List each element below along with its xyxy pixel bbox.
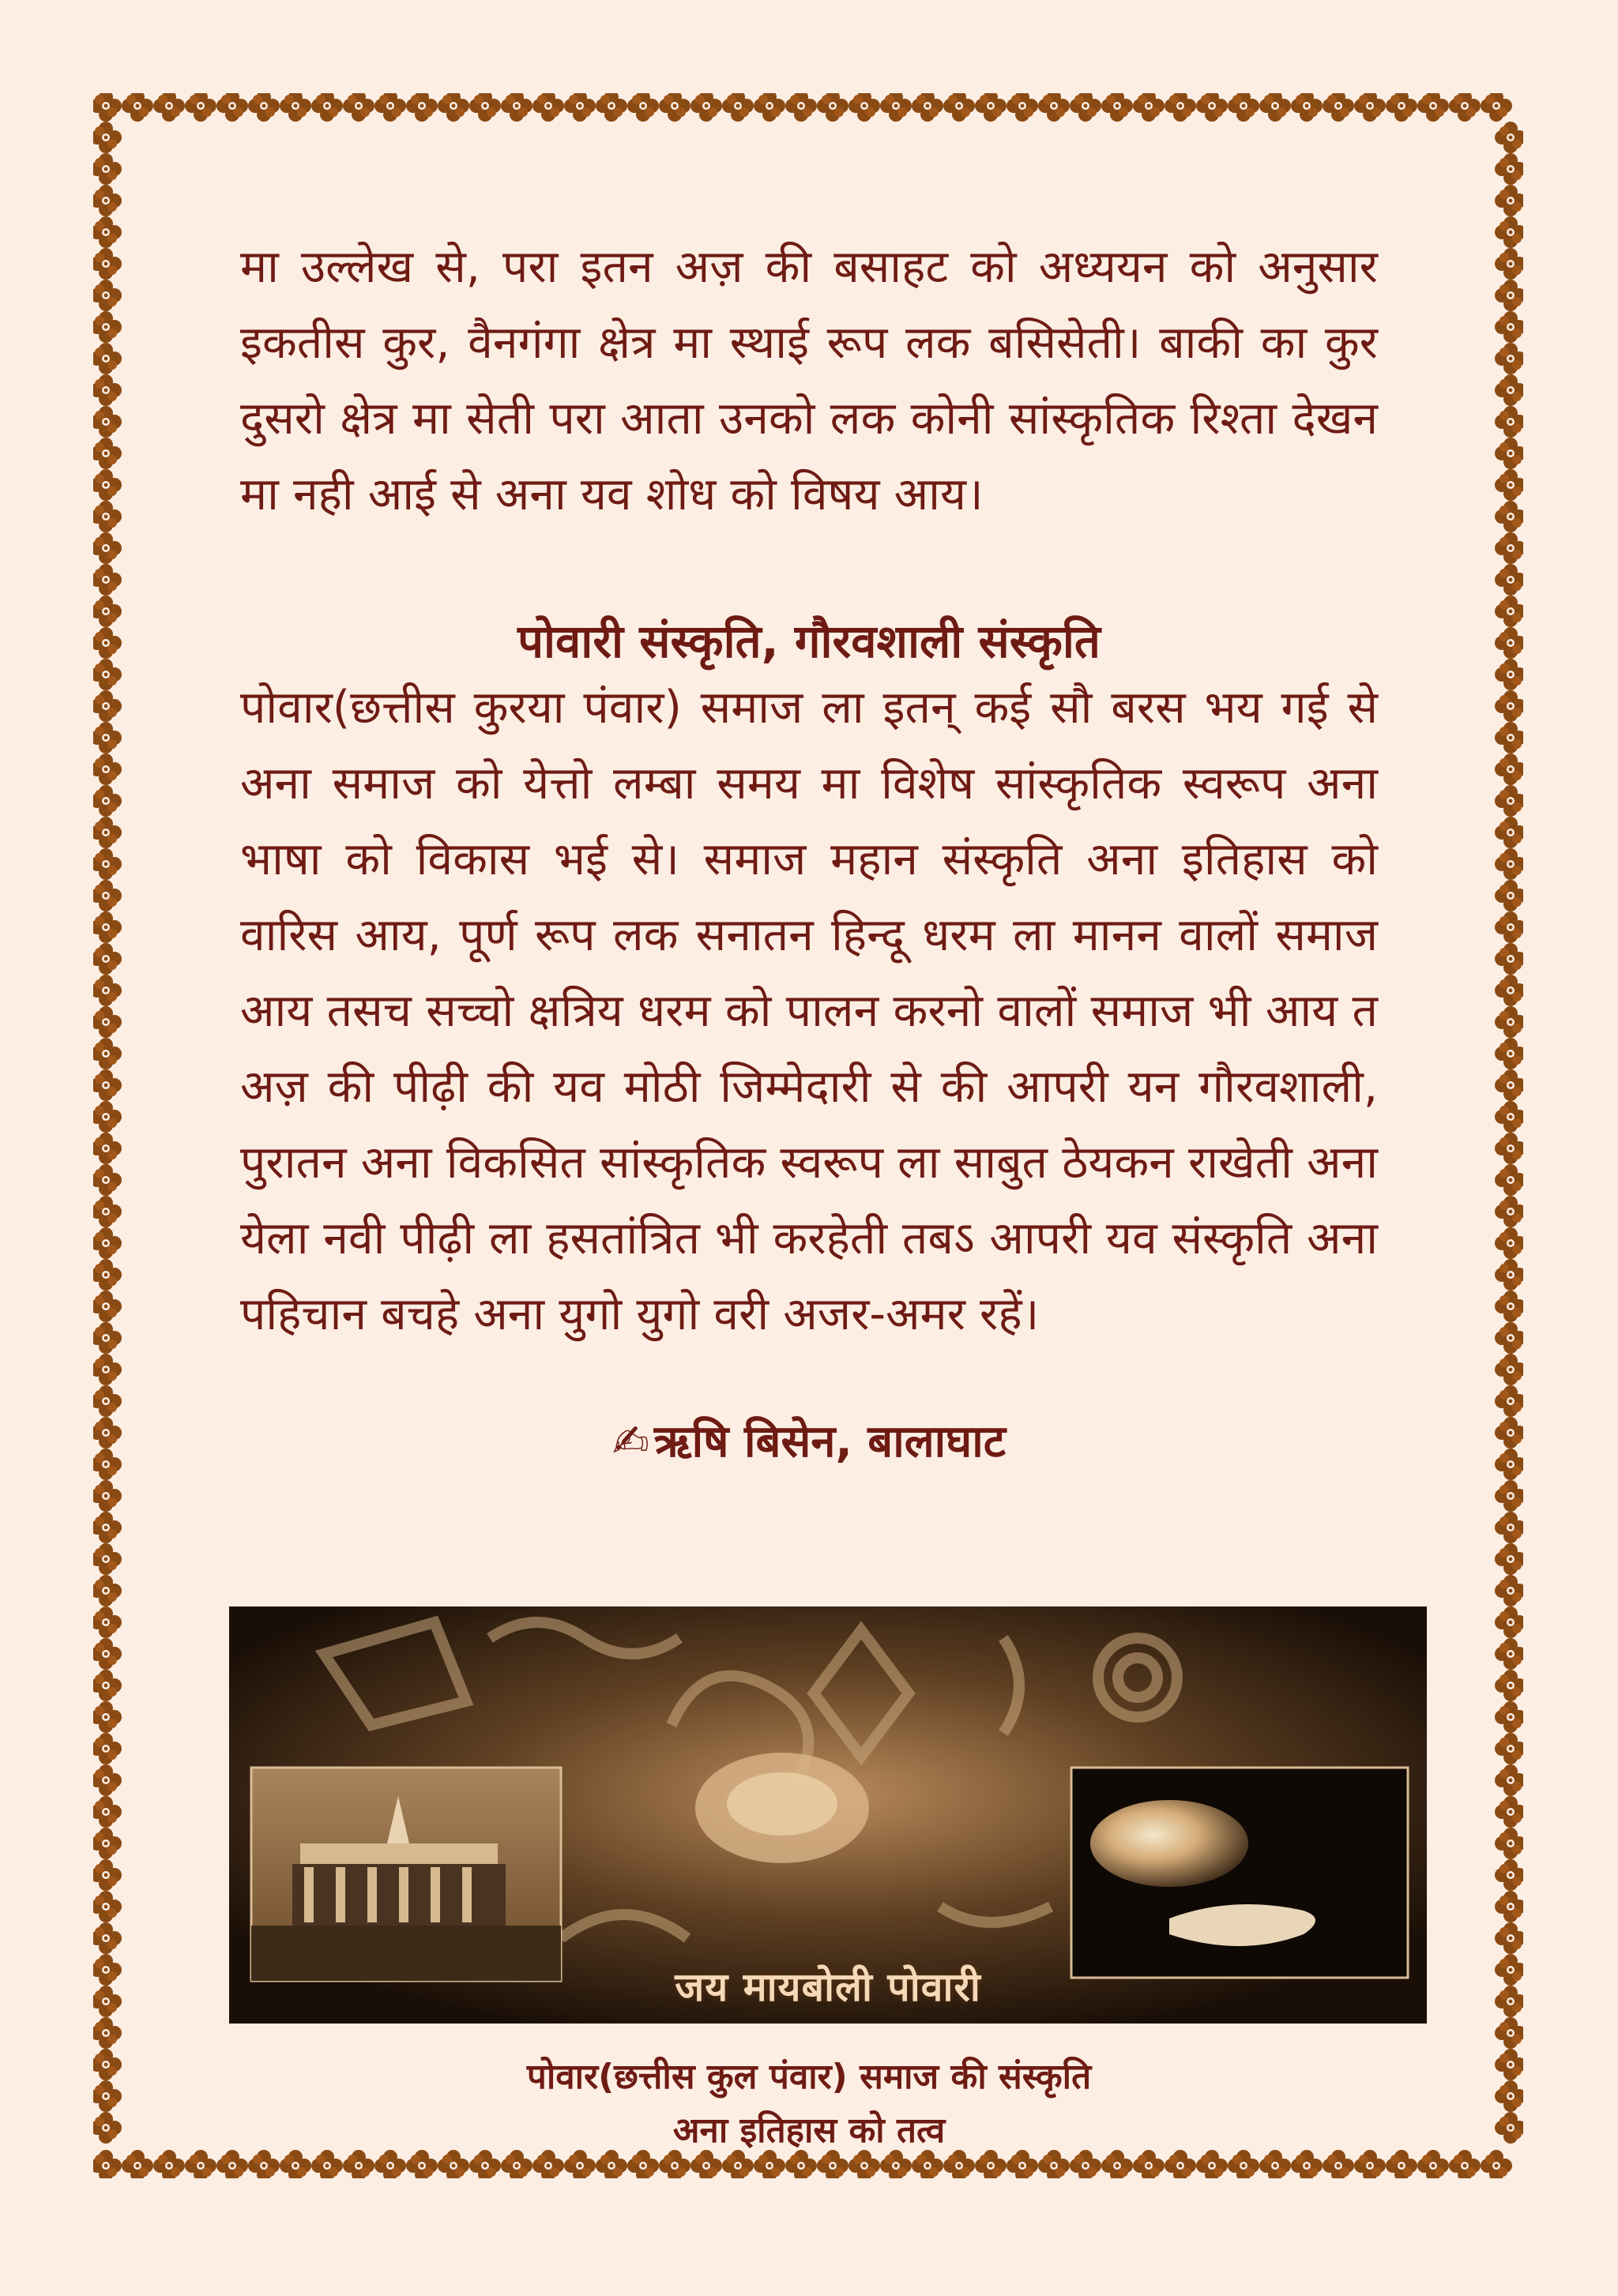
border-flower-icon: [93, 880, 122, 911]
border-flower-icon: [374, 93, 406, 122]
border-flower-icon: [93, 1922, 122, 1954]
border-flower-icon: [93, 1543, 122, 1575]
border-flower-icon: [93, 1638, 122, 1670]
border-flower-icon: [1495, 2112, 1523, 2144]
border-flower-icon: [1417, 2150, 1449, 2178]
border-flower-icon: [1101, 93, 1133, 122]
border-flower-icon: [1495, 848, 1523, 880]
border-flower-icon: [1495, 1322, 1523, 1354]
border-flower-icon: [93, 93, 122, 122]
border-flower-icon: [1495, 1986, 1523, 2017]
border-flower-icon: [1495, 722, 1523, 753]
author-signature: [240, 1411, 1378, 1474]
culture-photo: [229, 1606, 1427, 2024]
border-flower-icon: [1386, 93, 1417, 122]
border-flower-icon: [185, 2150, 216, 2178]
paragraph-1: मा उल्लेख से, परा इतन अज़ की बसाहट को अध्ययन को अनुसार इकतीस कुर, वैनगंगा क्षेत्र मा स्थाई रूप लक बसिसेती। बाकी का कुर दुसरो क्षेत्र मा सेती परा आता उनको लक कोनी सांस्कृतिक रिश्ता देखन मा नही आई से अना यव शोध को विषय आय।: [240, 241, 1378, 520]
border-flower-icon: [1495, 1164, 1523, 1196]
border-flower-icon: [1495, 1417, 1523, 1449]
border-flower-icon: [1495, 1764, 1523, 1796]
border-flower-icon: [1291, 93, 1323, 122]
border-flower-icon: [1417, 93, 1449, 122]
border-flower-icon: [93, 343, 122, 374]
border-flower-icon: [185, 93, 216, 122]
border-flower-icon: [1495, 1227, 1523, 1259]
border-flower-icon: [93, 1859, 122, 1891]
caption-line-2: अना इतिहास को तत्व: [672, 2110, 946, 2151]
border-flower-icon: [93, 1954, 122, 1986]
border-flower-icon: [93, 311, 122, 343]
border-flower-icon: [1495, 501, 1523, 532]
border-flower-icon: [1495, 1196, 1523, 1227]
border-flower-icon: [93, 943, 122, 975]
border-flower-icon: [93, 1733, 122, 1764]
pen-icon: ✍: [611, 1416, 649, 1467]
border-flower-icon: [93, 501, 122, 532]
border-flower-icon: [93, 122, 122, 153]
border-flower-icon: [1070, 93, 1101, 122]
border-flower-icon: [93, 1606, 122, 1638]
border-flower-icon: [1495, 1606, 1523, 1638]
border-flower-icon: [1323, 93, 1354, 122]
border-flower-icon: [1495, 1385, 1523, 1417]
border-flower-icon: [93, 1701, 122, 1733]
border-flower-icon: [1495, 374, 1523, 406]
border-flower-icon: [93, 1069, 122, 1101]
paragraph-2: पोवार(छत्तीस कुरया पंवार) समाज ला इतन् कई सौ बरस भय गई से अना समाज को येत्तो लम्बा समय मा विशेष सांस्कृतिक स्वरूप अना भाषा को विकास भई से। समाज महान संस्कृति अना इतिहास को वारिस आय, पूर्ण रूप लक सनातन हिन्दू धरम ला मानन वालों समाज आय तसच सच्चो क्षत्रिय धरम को पालन करनो वालों समाज भी आय त अज़ की पीढ़ी की यव मोठी जिम्मेदारी से की आपरी यन गौरवशाली, पुरातन अना विकसित सांस्कृतिक स्वरूप ला साबुत ठेयकन राखेती अना येला नवी पीढ़ी ला हसतांत्रित भी करहेती तबऽ आपरी यव संस्कृति अना पहिचान बचहे अना युगो युगो वरी अजर-अमर रहें।: [240, 682, 1378, 1340]
border-flower-icon: [1196, 93, 1228, 122]
border-flower-icon: [1038, 93, 1070, 122]
border-flower-icon: [248, 93, 280, 122]
border-flower-icon: [975, 93, 1007, 122]
border-flower-icon: [785, 93, 817, 122]
border-flower-icon: [1449, 93, 1481, 122]
border-flower-icon: [93, 1417, 122, 1449]
border-flower-icon: [1495, 1354, 1523, 1385]
border-flower-icon: [153, 93, 185, 122]
border-flower-icon: [438, 93, 469, 122]
border-flower-icon: [1495, 1480, 1523, 1512]
border-flower-icon: [93, 280, 122, 311]
border-flower-icon: [1495, 596, 1523, 627]
border-flower-icon: [93, 1512, 122, 1543]
border-flower-icon: [93, 2017, 122, 2049]
border-flower-icon: [1007, 93, 1038, 122]
border-flower-icon: [1495, 1291, 1523, 1322]
border-flower-icon: [93, 753, 122, 785]
border-flower-icon: [1495, 1859, 1523, 1891]
border-flower-icon: [1259, 93, 1291, 122]
border-flower-icon: [1495, 2080, 1523, 2112]
border-flower-icon: [93, 1670, 122, 1701]
border-flower-icon: [659, 93, 690, 122]
border-flower-icon: [93, 248, 122, 280]
border-flower-icon: [1495, 1796, 1523, 1828]
border-flower-icon: [93, 627, 122, 659]
border-flower-icon: [1495, 1575, 1523, 1606]
border-flower-icon: [93, 438, 122, 469]
border-flower-icon: [627, 93, 659, 122]
border-flower-icon: [93, 1480, 122, 1512]
border-flower-icon: [1495, 1543, 1523, 1575]
border-flower-icon: [1495, 785, 1523, 817]
border-flower-icon: [1495, 690, 1523, 722]
border-flower-icon: [1386, 2150, 1417, 2178]
border-flower-icon: [93, 817, 122, 848]
border-flower-icon: [501, 93, 532, 122]
border-flower-icon: [93, 1227, 122, 1259]
border-flower-icon: [216, 93, 248, 122]
border-flower-icon: [1495, 1638, 1523, 1670]
border-flower-icon: [93, 2080, 122, 2112]
border-flower-icon: [93, 1764, 122, 1796]
border-flower-icon: [1495, 1449, 1523, 1480]
border-flower-icon: [1495, 753, 1523, 785]
border-flower-icon: [122, 2150, 153, 2178]
border-flower-icon: [1495, 532, 1523, 564]
border-flower-icon: [93, 1385, 122, 1417]
border-flower-icon: [1495, 1069, 1523, 1101]
border-flower-icon: [1495, 2049, 1523, 2080]
border-flower-icon: [93, 185, 122, 216]
border-flower-icon: [93, 564, 122, 596]
border-flower-icon: [1165, 93, 1196, 122]
border-flower-icon: [93, 406, 122, 438]
border-flower-icon: [1449, 2150, 1481, 2178]
photo-banner-text: जय मायबोली पोवारी: [675, 1964, 981, 2010]
border-flower-icon: [93, 2112, 122, 2144]
border-flower-icon: [1495, 1701, 1523, 1733]
border-flower-icon: [93, 1291, 122, 1322]
border-flower-icon: [1495, 817, 1523, 848]
border-flower-icon: [93, 1354, 122, 1385]
border-flower-icon: [93, 785, 122, 817]
border-flower-icon: [849, 93, 880, 122]
section-heading: पोवारी संस्कृति, गौरवशाली संस्कृति: [517, 614, 1101, 668]
border-flower-icon: [1495, 975, 1523, 1006]
border-flower-icon: [122, 93, 153, 122]
author-name: ऋषि बिसेन, बालाघाट: [653, 1416, 1007, 1467]
border-flower-icon: [1495, 1133, 1523, 1164]
border-flower-icon: [1495, 153, 1523, 185]
border-flower-icon: [93, 1164, 122, 1196]
border-flower-icon: [93, 153, 122, 185]
border-flower-icon: [1495, 406, 1523, 438]
border-flower-icon: [93, 1891, 122, 1922]
border-flower-icon: [93, 216, 122, 248]
border-flower-icon: [596, 93, 627, 122]
border-flower-icon: [912, 93, 943, 122]
border-flower-icon: [1495, 185, 1523, 216]
border-flower-icon: [1495, 438, 1523, 469]
border-flower-icon: [1495, 1891, 1523, 1922]
border-flower-icon: [532, 93, 564, 122]
border-flower-icon: [93, 1796, 122, 1828]
border-flower-icon: [1495, 1038, 1523, 1069]
border-flower-icon: [1495, 1954, 1523, 1986]
border-flower-icon: [1495, 564, 1523, 596]
border-flower-icon: [722, 93, 754, 122]
border-flower-icon: [93, 1133, 122, 1164]
border-flower-icon: [1228, 93, 1259, 122]
border-flower-icon: [93, 722, 122, 753]
border-flower-icon: [1133, 93, 1165, 122]
border-flower-icon: [280, 93, 311, 122]
border-flower-icon: [93, 532, 122, 564]
border-flower-icon: [1495, 2017, 1523, 2049]
border-flower-icon: [93, 374, 122, 406]
border-flower-icon: [93, 848, 122, 880]
border-flower-icon: [1495, 122, 1523, 153]
border-flower-icon: [943, 93, 975, 122]
border-flower-icon: [311, 93, 343, 122]
border-flower-icon: [93, 596, 122, 627]
caption-line-1: पोवार(छत्तीस कुल पंवार) समाज की संस्कृति: [526, 2057, 1092, 2097]
border-flower-icon: [1481, 2150, 1512, 2178]
border-flower-icon: [1495, 627, 1523, 659]
border-flower-icon: [1495, 880, 1523, 911]
border-flower-icon: [690, 93, 722, 122]
border-flower-icon: [1495, 1512, 1523, 1543]
border-flower-icon: [754, 93, 785, 122]
border-flower-icon: [93, 1449, 122, 1480]
border-flower-icon: [1495, 280, 1523, 311]
border-flower-icon: [93, 2049, 122, 2080]
border-flower-icon: [880, 93, 912, 122]
border-flower-icon: [93, 2150, 122, 2178]
border-flower-icon: [1495, 1670, 1523, 1701]
border-flower-icon: [1495, 248, 1523, 280]
border-flower-icon: [93, 1828, 122, 1859]
border-flower-icon: [1495, 343, 1523, 374]
border-flower-icon: [1495, 943, 1523, 975]
border-flower-icon: [469, 93, 501, 122]
border-flower-icon: [1495, 216, 1523, 248]
border-flower-icon: [1495, 1733, 1523, 1764]
border-flower-icon: [1495, 1006, 1523, 1038]
border-flower-icon: [93, 1196, 122, 1227]
main-content: [240, 229, 1378, 1474]
border-flower-icon: [93, 469, 122, 501]
border-flower-icon: [93, 1986, 122, 2017]
border-flower-icon: [1495, 1259, 1523, 1291]
border-flower-icon: [1495, 659, 1523, 690]
border-flower-icon: [817, 93, 849, 122]
border-flower-icon: [1495, 1828, 1523, 1859]
border-flower-icon: [93, 911, 122, 943]
border-flower-icon: [93, 1006, 122, 1038]
border-flower-icon: [93, 690, 122, 722]
border-flower-icon: [1481, 93, 1512, 122]
border-flower-icon: [93, 1575, 122, 1606]
border-flower-icon: [93, 659, 122, 690]
border-flower-icon: [93, 975, 122, 1006]
border-flower-icon: [1354, 93, 1386, 122]
border-flower-icon: [1495, 911, 1523, 943]
border-flower-icon: [564, 93, 596, 122]
border-flower-icon: [153, 2150, 185, 2178]
border-flower-icon: [93, 1101, 122, 1133]
border-flower-icon: [93, 1038, 122, 1069]
border-flower-icon: [1495, 311, 1523, 343]
border-flower-icon: [343, 93, 374, 122]
border-flower-icon: [93, 1322, 122, 1354]
border-flower-icon: [1495, 469, 1523, 501]
border-flower-icon: [93, 1259, 122, 1291]
border-flower-icon: [1495, 1101, 1523, 1133]
border-flower-icon: [1495, 1922, 1523, 1954]
border-flower-icon: [406, 93, 438, 122]
